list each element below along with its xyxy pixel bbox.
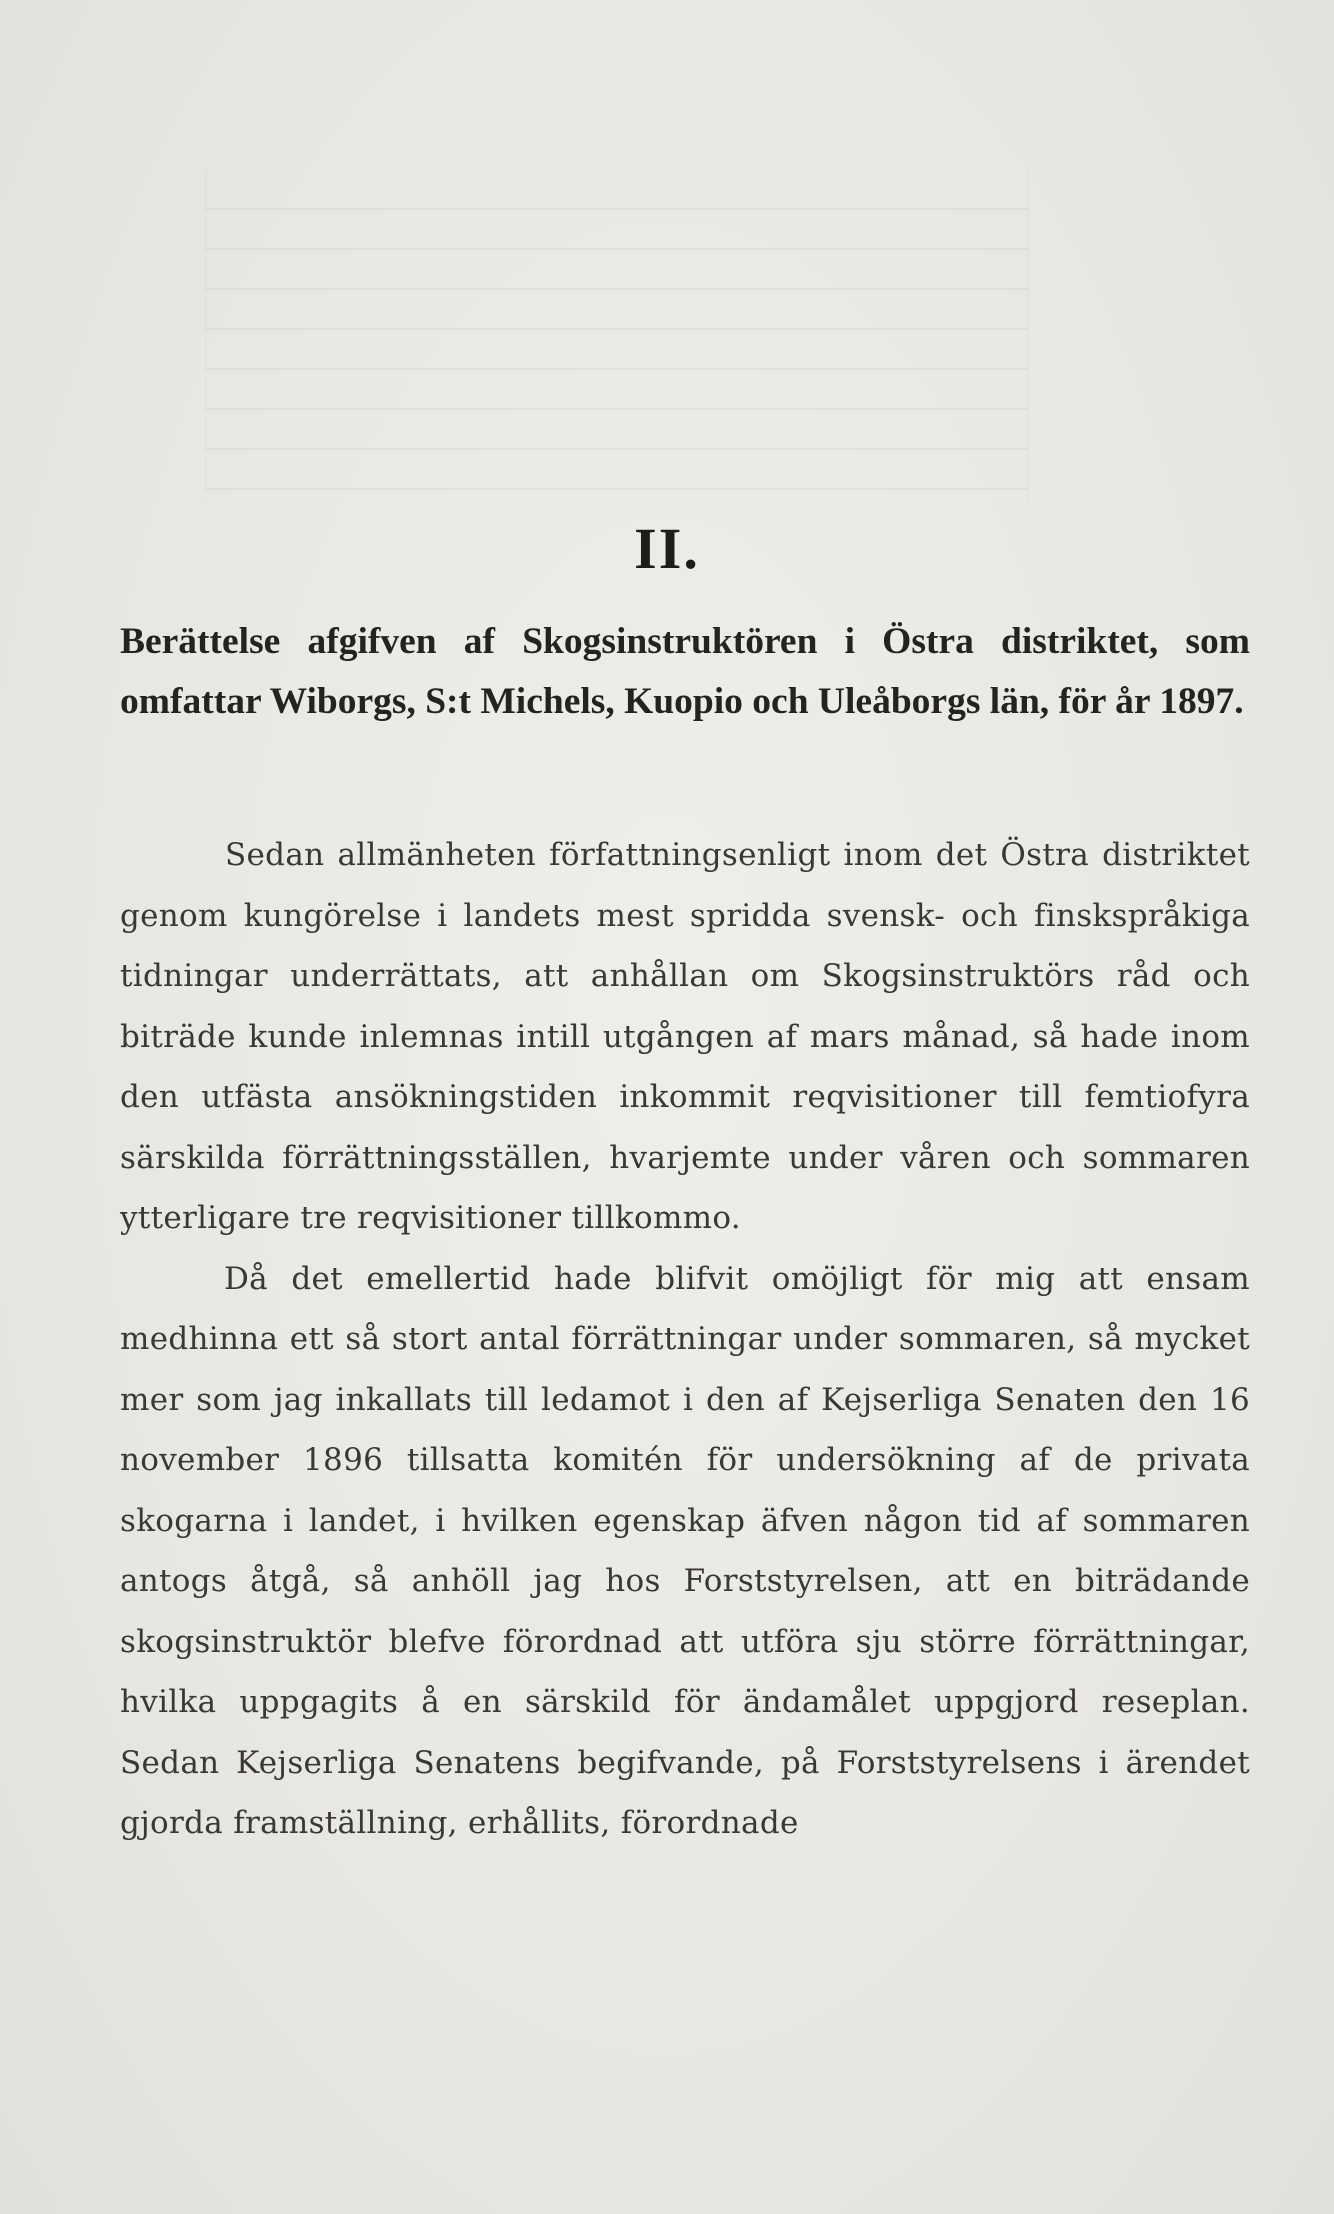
paragraph-2: Då det emellertid hade blifvit omöjligt för mig att ensam medhinna ett så stort antal förrättningar under sommaren, så mycket mer som jag inkallats till ledamot i den af Kejserliga Senaten den 16 november 1896 tillsatta komitén för undersökning af de privata skogarna i landet, i hvilken egenskap äfven någon tid af sommaren antogs åtgå, så anhöll jag hos Forststyrelsen, att en biträdande skogsinstruktör blefve förordnad att utföra sju större förrättningar, hvilka uppgagits å en särskild för ändamålet uppgjord reseplan. Sedan Kejserliga Senatens begifvande, på Forststyrelsens i ärendet gjorda framställning, erhållits, förordnade [120,1260,1250,1841]
report-heading: Berättelse afgifven af Skogsinstruktören i Östra distriktet, som omfattar Wiborgs, S:t Michels, Kuopio och Uleåborgs län, för år 1897. [120,621,1250,722]
body-text [120,825,1250,1854]
section-number: II. [634,516,700,581]
paragraph-1: Sedan allmänheten författningsenligt inom det Östra distriktet genom kungörelse i landets mest spridda svensk- och finskspråkiga tidningar underrättats, att anhållan om Skogsinstruktörs råd och biträde kunde inlemnas intill utgången af mars månad, så hade inom den utfästa ansökningstiden inkommit reqvisitioner till femtiofyra särskilda förrättningsställen, hvarjemte under våren och sommaren ytterligare tre reqvisitioner tillkommo. [120,837,1250,1236]
show-through-bleed [205,170,1029,500]
